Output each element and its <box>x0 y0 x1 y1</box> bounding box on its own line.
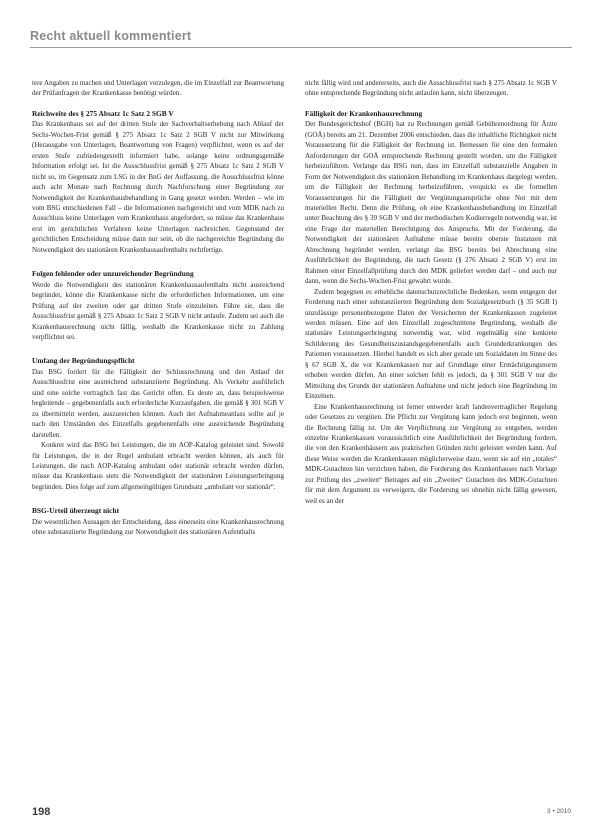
paragraph: Eine Krankenhausrechnung ist ferner entweder kraft landesvertraglicher Regelung oder Gesetzes zu vergüten. Die Pflicht zur Vergütung kann jedoch erst beginnen, wenn die Rechnung fällig ist. Um der Verpflichtung zur Vergütung zu entgehen, werden einzelne Krankenkassen voraussichtlich eine Ausführlichkeit der Begründung fordern, die von den Krankenhäusern aus praktischen Gründen nicht geleistet werden kann. Auf diese Weise werden die Krankenkassen möglicherweise dazu, wenn sie auf ein „totales“ MDK-Gutachten hin verzichten haben, die Forderung des Krankenhauses nach Vorlage zur Prüfung des „zweiten“ Betrages auf ein „Zweites“ Gutachten des MDK-Gutachten für mit dem Argument zu verweigern, die Forderung sei ohnehin nicht fällig gewesen, weil es an der <box>305 402 557 505</box>
section-title: Recht aktuell kommentiert <box>30 29 192 43</box>
paragraph: Das Krankenhaus sei auf der dritten Stufe der Sachverhaltserhebung nach Ablauf der Sechs-Wochen-Frist gemäß § 275 Absatz 1c Satz 2 SGB V nicht zur Mitwirkung (Herausgabe von Unterlagen, Beantwortung von Fragen) verpflichtet, wenn es auf der ersten Stufe zufriedengestellt informiert habe, solange keine ordnungsgemäße Information erfolgt sei. Ist die Ausschlussfrist gemäß § 275 Absatz 1c Satz 2 SGB V nicht so, im Gegensatz zum LSG in der BnG der Auffassung, die Ausschlussfrist könne auch acht Monate nach Rechnung durch Nachforschung einer Begründung zur Notwendigkeit der Krankenhausbehandlung in Gang gesetzt werden. Werden – wie im vom BSG entschiedenen Fall – die Informationen nachgereicht und vom MDK nach zu Ausschluss keine Unterlagen vom Krankenhaus angefordert, so müsse das Krankenhaus erst im gerichtlichen Verfahren keine Unterlagen nachreichen. Gegenstand der gerichtlichen Entscheidung müsse dann nur sein, ob die nachgereichte Begründung die Notwendigkeit des stationären Krankenhausaufenthalts rechtfertige. <box>32 120 284 254</box>
paragraph: Das BSG fordert für die Fälligkeit der Schlussrechnung und den Anlauf der Ausschlussfrist eine ausreichend substanziierte Begründung. Als Verkehr ausführlich sind eine solche vertraglich fast das Gericht offen. Es deute an, dass beispielsweise begleitende – gegebenenfalls auch erforderliche Kurzaufgaben, die gemäß § 301 SGB V zu übermitteln werden, auszureichen können. Auch der Aufnahmeanlass sollte auf je nach den Umständen des Einzelfalls gegebenenfalls eine ausreichende Begründung darstellen. <box>32 367 284 439</box>
paragraph: Der Bundesgerichtshof (BGH) hat zu Rechnungen gemäß Gebührenordnung für Ärzte (GOÄ) bereits am 21. Dezember 2006 entschieden, dass die inhaltliche Richtigkeit nicht Voraussetzung für die Fälligkeit der Rechnung ist. Bemessen für eine den formalen Anforderungen der GOÄ entsprechende Rechnung gestellt worden, um die Fälligkeit herbeizuführen. Verlange das BSG nun, dass im Einzelfall substanzielle Angaben in Form der Notwendigkeit des stationären Behandlung im Krankenhaus dargelegt werden, um die Fälligkeit der Rechnung herbeizuführen, verquickt es die formellen Voraussetzungen für die Fälligkeit der Vergütungsansprüche ohne Not mit dem materiellen Recht. Denn die Prüfung, ob eine Krankenhausbehandlung im Einzelfall unter Beachtung des § 39 SGB V und der methodischen Kodierregeln notwendig war, ist eine Frage der materiellen Berechtigung des Anspruchs. Mit der Forderung, die Notwendigkeit der stationären Aufnahme müsse bereits oberste Instanzen mit Abrechnung begründet werden, verlangt das BSG bereits bei Abrechnung eine Ausführlichkeit der Begründung, die nach Gesetz (§ 276 Absatz 2 SGB V) erst im Rahmen einer Einzelfallprüfung durch den MDK geliefert werden darf – und auch nur dann, wenn die Sechs-Wochen-Frist gewahrt wurde. <box>305 120 557 286</box>
section-heading: Reichweite des § 275 Absatz 1c Satz 2 SGB V <box>32 108 174 118</box>
left-column <box>32 78 284 538</box>
paragraph: Werde die Notwendigkeit des stationären Krankenhausaufenthalts nicht ausreichend begründet, könne die Krankenkasse nicht die erforderlichen Informationen, um eine Prüfung auf der zweiten oder gar dritten Stufe einzuleiten. Führe sie, dass die Ausschlussfrist gemäß § 275 Absatz 1c Satz 2 SGB V nicht anlaufe. Zudem sei auch die Krankenhausrechnung nicht fällig, weshalb die Krankenkasse nicht zu Zahlung verpflichtet sei. <box>32 280 284 341</box>
paragraph: nicht fällig wird und andererseits, auch die Ausschlussfrist nach § 275 Absatz 1c SGB V ohne entsprechende Begründung nicht anlaufen kann, nicht überzeugen. <box>305 79 557 98</box>
page-header <box>0 0 600 62</box>
page-number: 198 <box>32 806 51 818</box>
section-heading: Fälligkeit der Krankenhausrechnung <box>305 108 423 118</box>
paragraph: Die wesentlichen Aussagen der Entscheidung, dass einerseits eine Krankenhausrechnung ohne substanziierte Begründung zur Notwendigkeit des stationären Aufenthalts <box>32 517 284 537</box>
header-divider <box>30 47 572 48</box>
paragraph: tere Angaben zu machen und Unterlagen vorzulegen, die im Einzelfall zur Beantwortung der Prüfanfragen der Krankenkasse benötigt würden. <box>32 79 284 98</box>
section-heading: Umfang der Begründungspflicht <box>32 356 135 366</box>
issue-label: 3 • 2010 <box>547 808 571 815</box>
section-heading: BSG-Urteil überzeugt nicht <box>32 506 120 516</box>
right-column <box>305 78 557 506</box>
section-heading: Folgen fehlender oder unzureichender Begründung <box>32 269 194 279</box>
paragraph: Zudem begegnen es erhebliche datenschutzrechtliche Bedenken, wenn entgegen der Forderung nach einer substanziierten Begründung dem Sozialgesetzbuch (§ 35 SGB I) unzulässige personenbezogene Daten der Versicherten der Krankenkassen zugeleitet werden müssen. Eine auf den Einzelfall zugeschnittene Begründung, weshalb die stationäre Leistungserbringung notwendig war, wird regelmäßig eine konkrete Schilderung des Gesundheitszustandsgegebenenfalls auch Grunderkrankungen des Patienten voraussetzen. Hierbei handelt es sich aber gerade um Sozialdaten im Sinne des § 67 SGB X, die vor Krankenkassen nur auf Grundlage einer Ermächtigungsnorm erhoben werden dürfen. An einer solchen fehlt es jedoch, da § 301 SGB V nur die Mitteilung des Grunds der stationären Aufnahme und nicht jedoch eine Begründung im Einzelnen. <box>305 287 557 401</box>
paragraph: Konkret wird das BSG bei Leistungen, die im AOP-Katalog geleistet sind. Sowohl für Leistungen, die in der Regel ambulant erbracht werden können, als auch für Leistungen, die nach AOP-Katalog ambulant oder stationär erbracht werden dürfen, müsse das Krankenhaus stets die Notwendigkeit der stationären Leistungserbringung begründen. Dies folge auf zum allgemeingültigen Grundsatz „ambulant vor stationär“. <box>32 441 284 491</box>
